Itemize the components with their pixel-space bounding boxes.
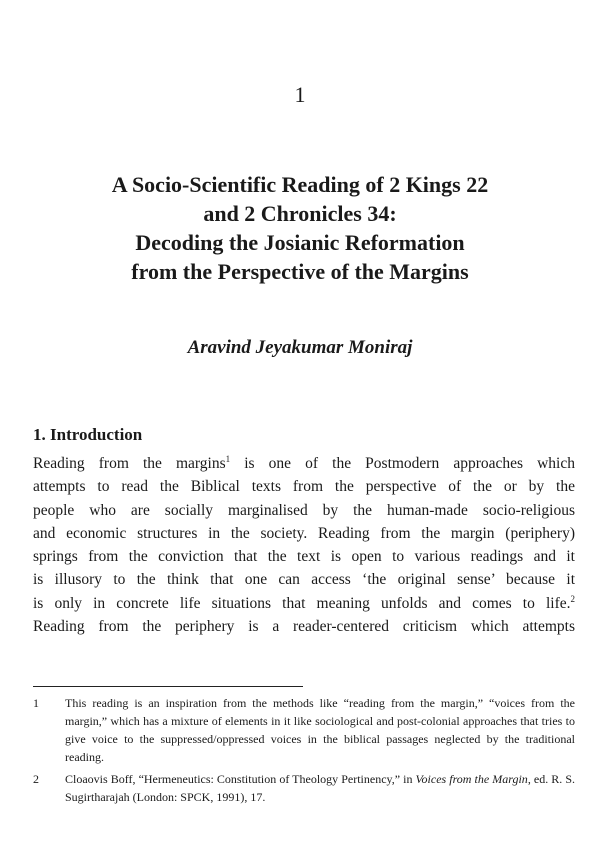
footnote-number: 1 (33, 696, 39, 710)
chapter-number: 1 (294, 82, 306, 107)
paragraph-line: Reading from the periphery is a reader-centered criticism which attempts (33, 618, 575, 636)
title-line-3: Decoding the Josianic Reformation (135, 230, 465, 255)
section-heading: 1. Introduction (33, 425, 143, 444)
title-line-2: and 2 Chronicles 34: (203, 201, 397, 226)
footnote (33, 770, 575, 806)
body-paragraph (33, 452, 575, 638)
paragraph-line: springs from the conviction that the text is open to various readings and it (33, 548, 575, 566)
paragraph-line: people who are socially marginalised by the human-made socio-religious (33, 501, 575, 519)
title-line-4: from the Perspective of the Margins (131, 259, 469, 284)
title-line-1: A Socio-Scientific Reading of 2 Kings 22 (111, 172, 489, 197)
footnote-text: This reading is an inspiration from the methods like “reading from the margin,” “voices from the margin,” which has a mixture of elements in it like sociological and post-colonial approaches that tries to give voice to the suppressed/oppressed voices in the biblical passages neglected by the traditional reading. (65, 696, 575, 764)
paragraph-line: and economic structures in the society. Reading from the margin (periphery) (33, 524, 575, 542)
footnote-ref: 1 (225, 453, 231, 464)
chapter-title (60, 170, 540, 286)
paragraph-line: attempts to read the Biblical texts from the perspective of the or by the (33, 478, 575, 496)
footnote-divider (33, 686, 303, 687)
footnote-text: Cloaovis Boff, “Hermeneutics: Constitution of Theology Pertinency,” in Voices from the Margin, ed. R. S. Sugirtharajah (London: SPCK, 1991), 17. (65, 772, 575, 804)
paragraph-line: Reading from the margins$^1$ is one of the Postmodern approaches which (33, 453, 575, 472)
footnotes (33, 694, 575, 810)
footnote-ref: 2 (570, 593, 575, 604)
book-title: Voices from the Margin (415, 772, 528, 786)
paragraph-line: is only in concrete life situations that meaning unfolds and comes to life.$^2$ (33, 593, 575, 612)
author-name: Aravind Jeyakumar Moniraj (187, 337, 413, 358)
footnote-number: 2 (33, 772, 39, 786)
footnote (33, 694, 575, 766)
paragraph-line: is illusory to the think that one can access ‘the original sense’ because it (33, 571, 575, 589)
